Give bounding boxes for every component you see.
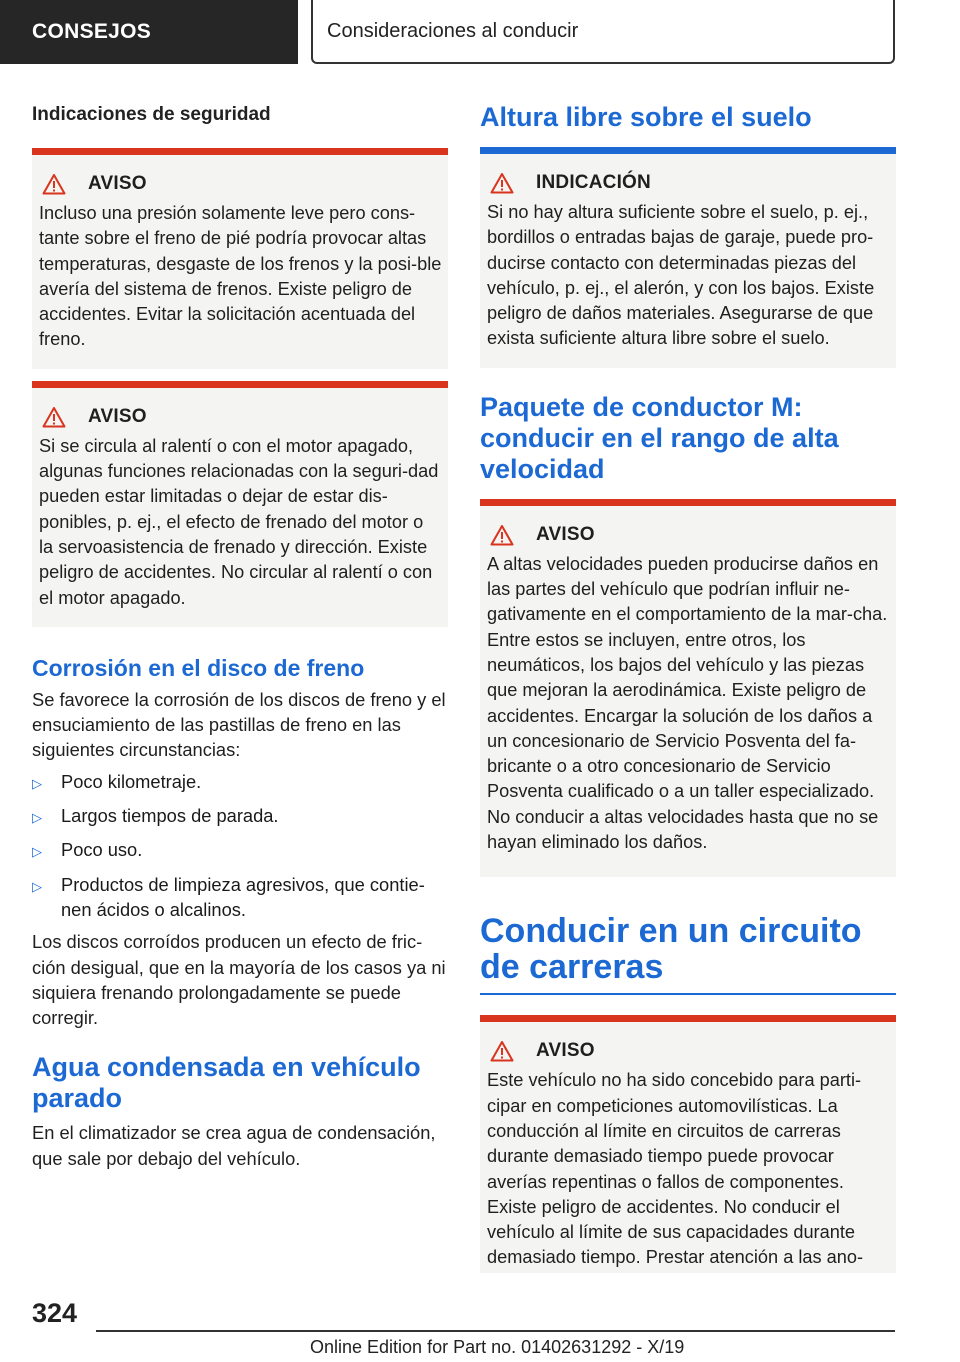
list-item — [32, 872, 448, 923]
warning-box-race-track — [480, 1015, 896, 1272]
condensation-text: En el climatizador se crea agua de condensación, que sale por debajo del vehículo. — [32, 1122, 436, 1169]
list-item-text: Poco kilometraje. — [61, 770, 202, 792]
list-item-text: Productos de limpieza agresivos, que contie-nen ácidos o alcalinos. — [61, 873, 425, 920]
notice-label: INDICACIÓN — [536, 172, 651, 193]
triangle-bullet-icon: ▷ — [32, 844, 42, 860]
section-title-race-track: Conducir en un circuito de carreras — [480, 913, 896, 995]
warning-label: AVISO — [536, 1040, 595, 1062]
section-title-m-package: Paquete de conductor M: conducir en el rango de alta velocidad — [480, 391, 839, 484]
warning-box-idle — [32, 381, 448, 627]
warning-triangle-icon — [42, 406, 66, 428]
notice-box-ground — [480, 147, 896, 368]
list-item — [32, 803, 448, 830]
warning-header — [39, 173, 442, 195]
list-item-text: Poco uso. — [61, 839, 143, 861]
section-title-safety: Indicaciones de seguridad — [32, 104, 271, 125]
corrosion-outro: Los discos corroídos producen un efecto de fric-ción desigual, que en la mayoría de los casos ya ni siquiera frenando prolongadamente se puede corregir. — [32, 931, 446, 1029]
warning-triangle-icon — [490, 172, 514, 194]
warning-text: Este vehículo no ha sido concebido para parti-cipar en competiciones automovilísticas. La conducción al límite en circuitos de carreras durante demasiado tiempo puede provocar averías repentinas o fallos de componentes. Existe peligro de accidentes. No conducir el vehículo al límite de sus capacidades durante demasiado tiempo. Prestar atención a las ano- — [487, 1070, 864, 1268]
warning-box-high-speed — [480, 499, 896, 878]
triangle-bullet-icon: ▷ — [32, 775, 42, 791]
warning-text: A altas velocidades pueden producirse daños en las partes del vehículo que podrían influir ne-gativamente en el comportamiento de la mar-cha. Entre estos se incluyen, entre otros, los neumáticos, los bajos del vehículo y las piezas que mejoran la aerodinámica. Existe peligro de accidentes. Encargar la solución de los daños a un concesionario de Servicio Posventa del fa-bricante o a otro concesionario de Servicio Posventa cualificado o a un taller especializado. No conducir a altas velocidades hasta que no se hayan eliminado los daños. — [487, 553, 888, 853]
page-header-title: Consideraciones al conducir — [311, 0, 895, 64]
warning-label: AVISO — [536, 523, 595, 545]
warning-header — [39, 406, 442, 428]
warning-header — [487, 524, 890, 546]
chapter-tab: CONSEJOS — [0, 0, 298, 64]
left-column — [32, 100, 448, 1171]
triangle-bullet-icon: ▷ — [32, 810, 42, 826]
corrosion-intro: Se favorece la corrosión de los discos de freno y el ensuciamiento de las pastillas de freno en las siguientes circunstancias: — [32, 688, 446, 761]
list-item — [32, 769, 448, 796]
footer-divider — [96, 1330, 895, 1332]
warning-triangle-icon — [490, 1040, 514, 1062]
notice-header — [487, 172, 890, 194]
warning-text: Incluso una presión solamente leve pero cons-tante sobre el freno de pié podría provocar altas temperaturas, desgaste de los frenos y la posi-ble avería del sistema de frenos. Existe peligro de accidentes. Evitar la solicitación acentuada del freno. — [39, 203, 442, 350]
list-item-text: Largos tiempos de parada. — [61, 805, 279, 827]
right-column — [480, 100, 896, 1273]
section-title-corrosion: Corrosión en el disco de freno — [32, 654, 365, 681]
warning-text: Si se circula al ralentí o con el motor apagado, algunas funciones relacionadas con la seguri-dad pueden estar limitadas o dejar de estar dis-ponibles, p. ej., el efecto de frenado del motor o la servoasistencia de frenado y dirección. Existe peligro de accidentes. No circular al ralentí o con el motor apagado. — [39, 435, 439, 608]
warning-box-brake — [32, 148, 448, 369]
edition-note: Online Edition for Part no. 01402631292 - X/19 — [310, 1337, 685, 1357]
warning-header — [487, 1040, 890, 1062]
warning-triangle-icon — [490, 524, 514, 546]
page-number: 324 — [32, 1298, 78, 1328]
section-title-condensation: Agua condensada en vehículo parado — [32, 1052, 421, 1114]
triangle-bullet-icon: ▷ — [32, 878, 42, 894]
warning-label: AVISO — [88, 173, 147, 194]
list-item — [32, 837, 448, 864]
corrosion-list — [32, 769, 448, 922]
warning-label: AVISO — [88, 405, 147, 427]
warning-triangle-icon — [42, 173, 66, 195]
section-title-ground-clearance: Altura libre sobre el suelo — [480, 102, 812, 132]
notice-text: Si no hay altura suficiente sobre el suelo, p. ej., bordillos o entradas bajas de garaje, puede pro-ducirse contacto con determinadas piezas del vehículo, p. ej., el alerón, y con los bajos. Existe peligro de daños materiales. Asegurarse de que exista suficiente altura libre sobre el suelo. — [487, 202, 875, 349]
